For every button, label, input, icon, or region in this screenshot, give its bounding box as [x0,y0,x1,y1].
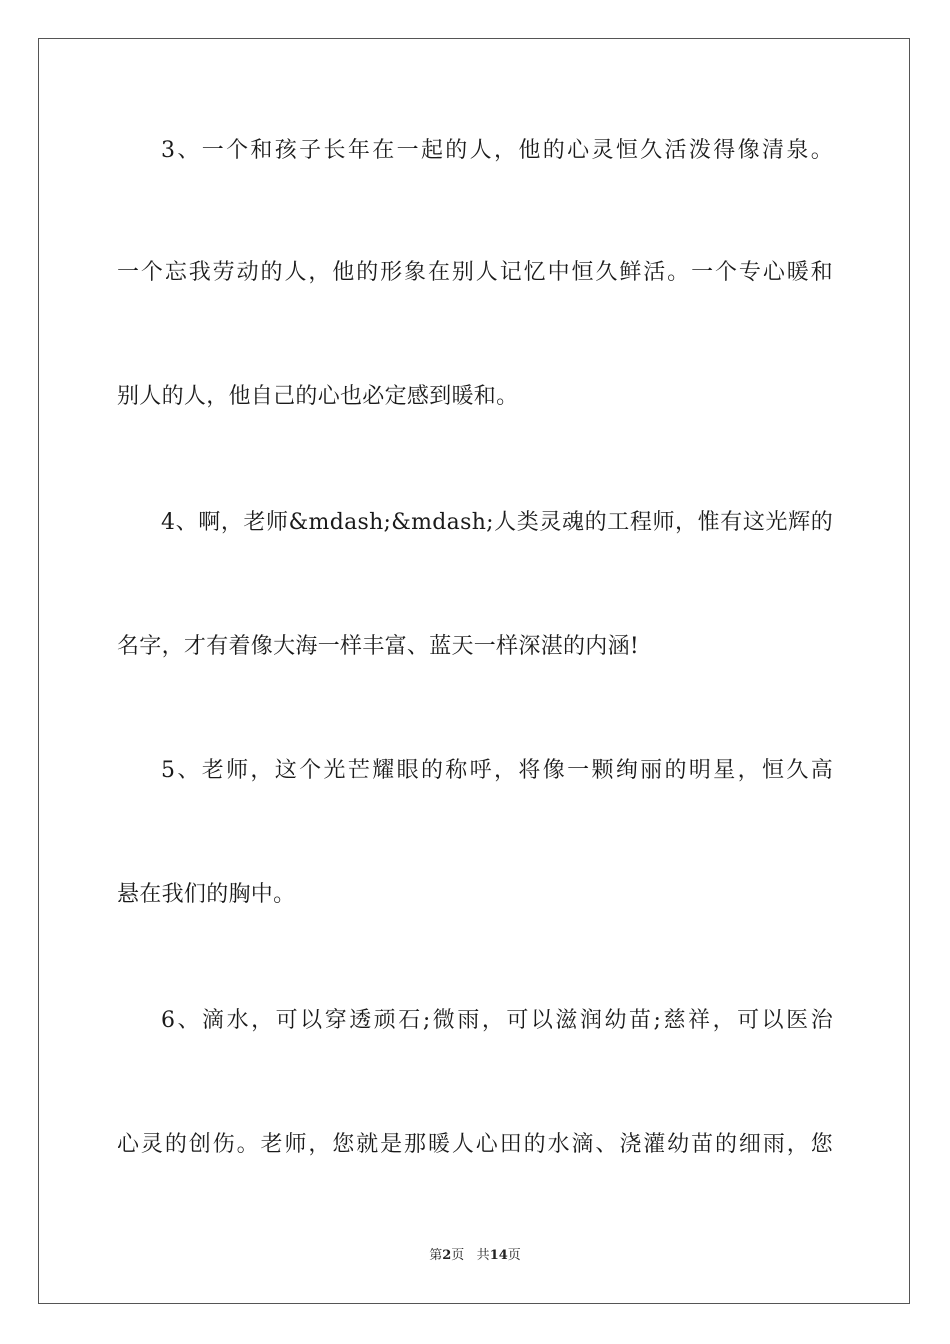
total-suffix: 页 [507,1248,521,1263]
total-prefix: 共 [476,1248,490,1263]
page-footer [0,1247,950,1265]
paragraph-6-line-2: 心灵的创伤。老师，您就是那暖人心田的水滴、浇灌幼苗的细雨，您 [117,1132,833,1157]
page-suffix: 页 [451,1248,465,1263]
paragraph-3-line-1: 3、一个和孩子长年在一起的人，他的心灵恒久活泼得像清泉。 [161,138,833,163]
page-number: 2 [442,1248,452,1263]
paragraph-6-line-1: 6、滴水，可以穿透顽石;微雨，可以滋润幼苗;慈祥，可以医治 [161,1008,833,1033]
paragraph-5-line-1: 5、老师，这个光芒耀眼的称呼，将像一颗绚丽的明星，恒久高 [161,758,833,783]
paragraph-4-line-1: 4、啊，老师&mdash;&mdash;人类灵魂的工程师，惟有这光辉的 [161,510,833,535]
paragraph-4-line-2: 名字，才有着像大海一样丰富、蓝天一样深湛的内涵! [117,634,640,659]
paragraph-3-line-2: 一个忘我劳动的人，他的形象在别人记忆中恒久鲜活。一个专心暖和 [117,260,833,285]
page-frame [38,38,910,1304]
paragraph-5-line-2: 悬在我们的胸中。 [117,882,296,907]
total-pages: 14 [489,1248,508,1263]
page-prefix: 第 [429,1248,443,1263]
paragraph-3-line-3: 别人的人，他自己的心也必定感到暖和。 [117,384,519,409]
